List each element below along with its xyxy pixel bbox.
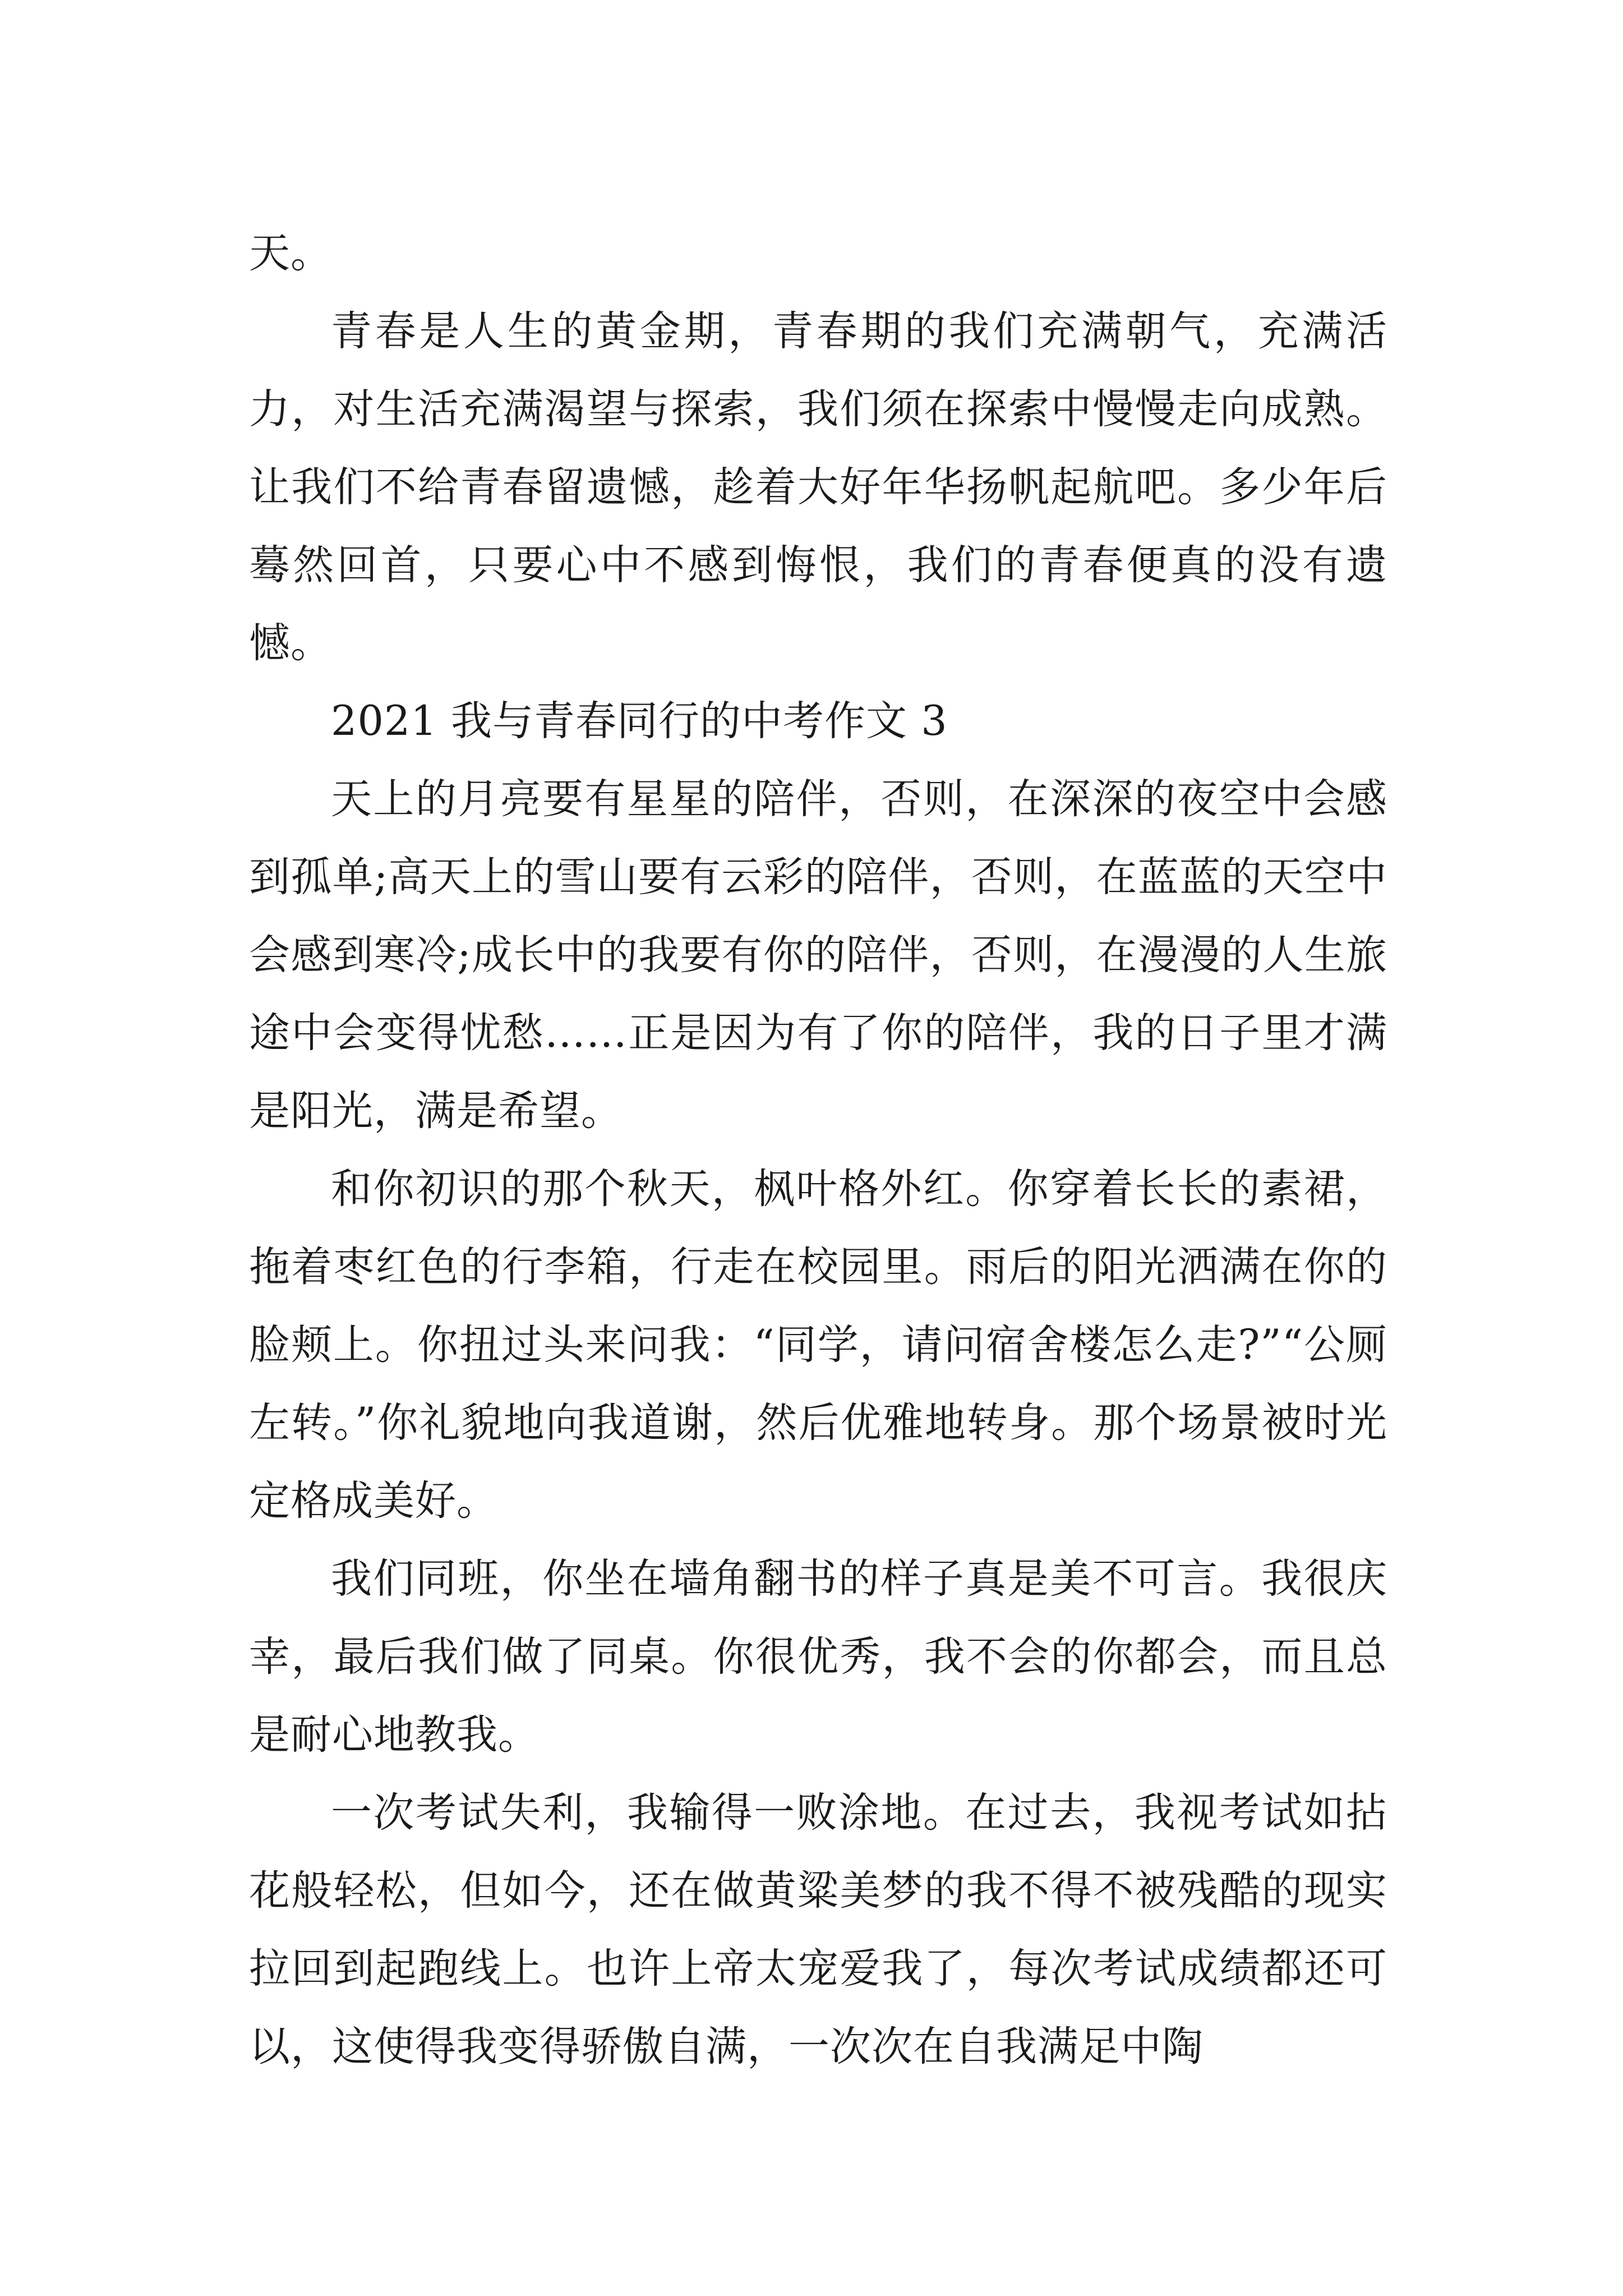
paragraph-exam-failure: 一次考试失利，我输得一败涂地。在过去，我视考试如拈花般轻松，但如今，还在做黄粱美梦的我不得不被残酷的现实拉回到起跑线上。也许上帝太宠爱我了，每次考试成绩都还可以，这使得我变得骄傲自满，一次次在自我满足中陶 xyxy=(249,1789,1387,2070)
essay-heading-3: 2021 我与青春同行的中考作文 3 xyxy=(331,697,948,745)
document-body xyxy=(249,214,1387,2086)
paragraph-autumn-first-meeting: 和你初识的那个秋天，枫叶格外红。你穿着长长的素裙，拖着枣红色的行李箱，行走在校园里。雨后的阳光洒满在你的脸颊上。你扭过头来问我：“同学，请问宿舍楼怎么走?”“公厕左转。”你礼貌地向我道谢，然后优雅地转身。那个场景被时光定格成美好。 xyxy=(249,1165,1387,1525)
paragraph-continuation: 天。 xyxy=(249,229,332,277)
paragraph-moon-and-stars: 天上的月亮要有星星的陪伴，否则，在深深的夜空中会感到孤单;高天上的雪山要有云彩的陪伴，否则，在蓝蓝的天空中会感到寒冷;成长中的我要有你的陪伴，否则，在漫漫的人生旅途中会变得忧愁……正是因为有了你的陪伴，我的日子里才满是阳光，满是希望。 xyxy=(249,775,1387,1135)
paragraph-same-class: 我们同班，你坐在墙角翻书的样子真是美不可言。我很庆幸，最后我们做了同桌。你很优秀，我不会的你都会，而且总是耐心地教我。 xyxy=(249,1555,1387,1759)
paragraph-youth-golden-period: 青春是人生的黄金期，青春期的我们充满朝气，充满活力，对生活充满渴望与探索，我们须在探索中慢慢走向成熟。让我们不给青春留遗憾，趁着大好年华扬帆起航吧。多少年后蓦然回首，只要心中不感到悔恨，我们的青春便真的没有遗憾。 xyxy=(249,307,1387,667)
